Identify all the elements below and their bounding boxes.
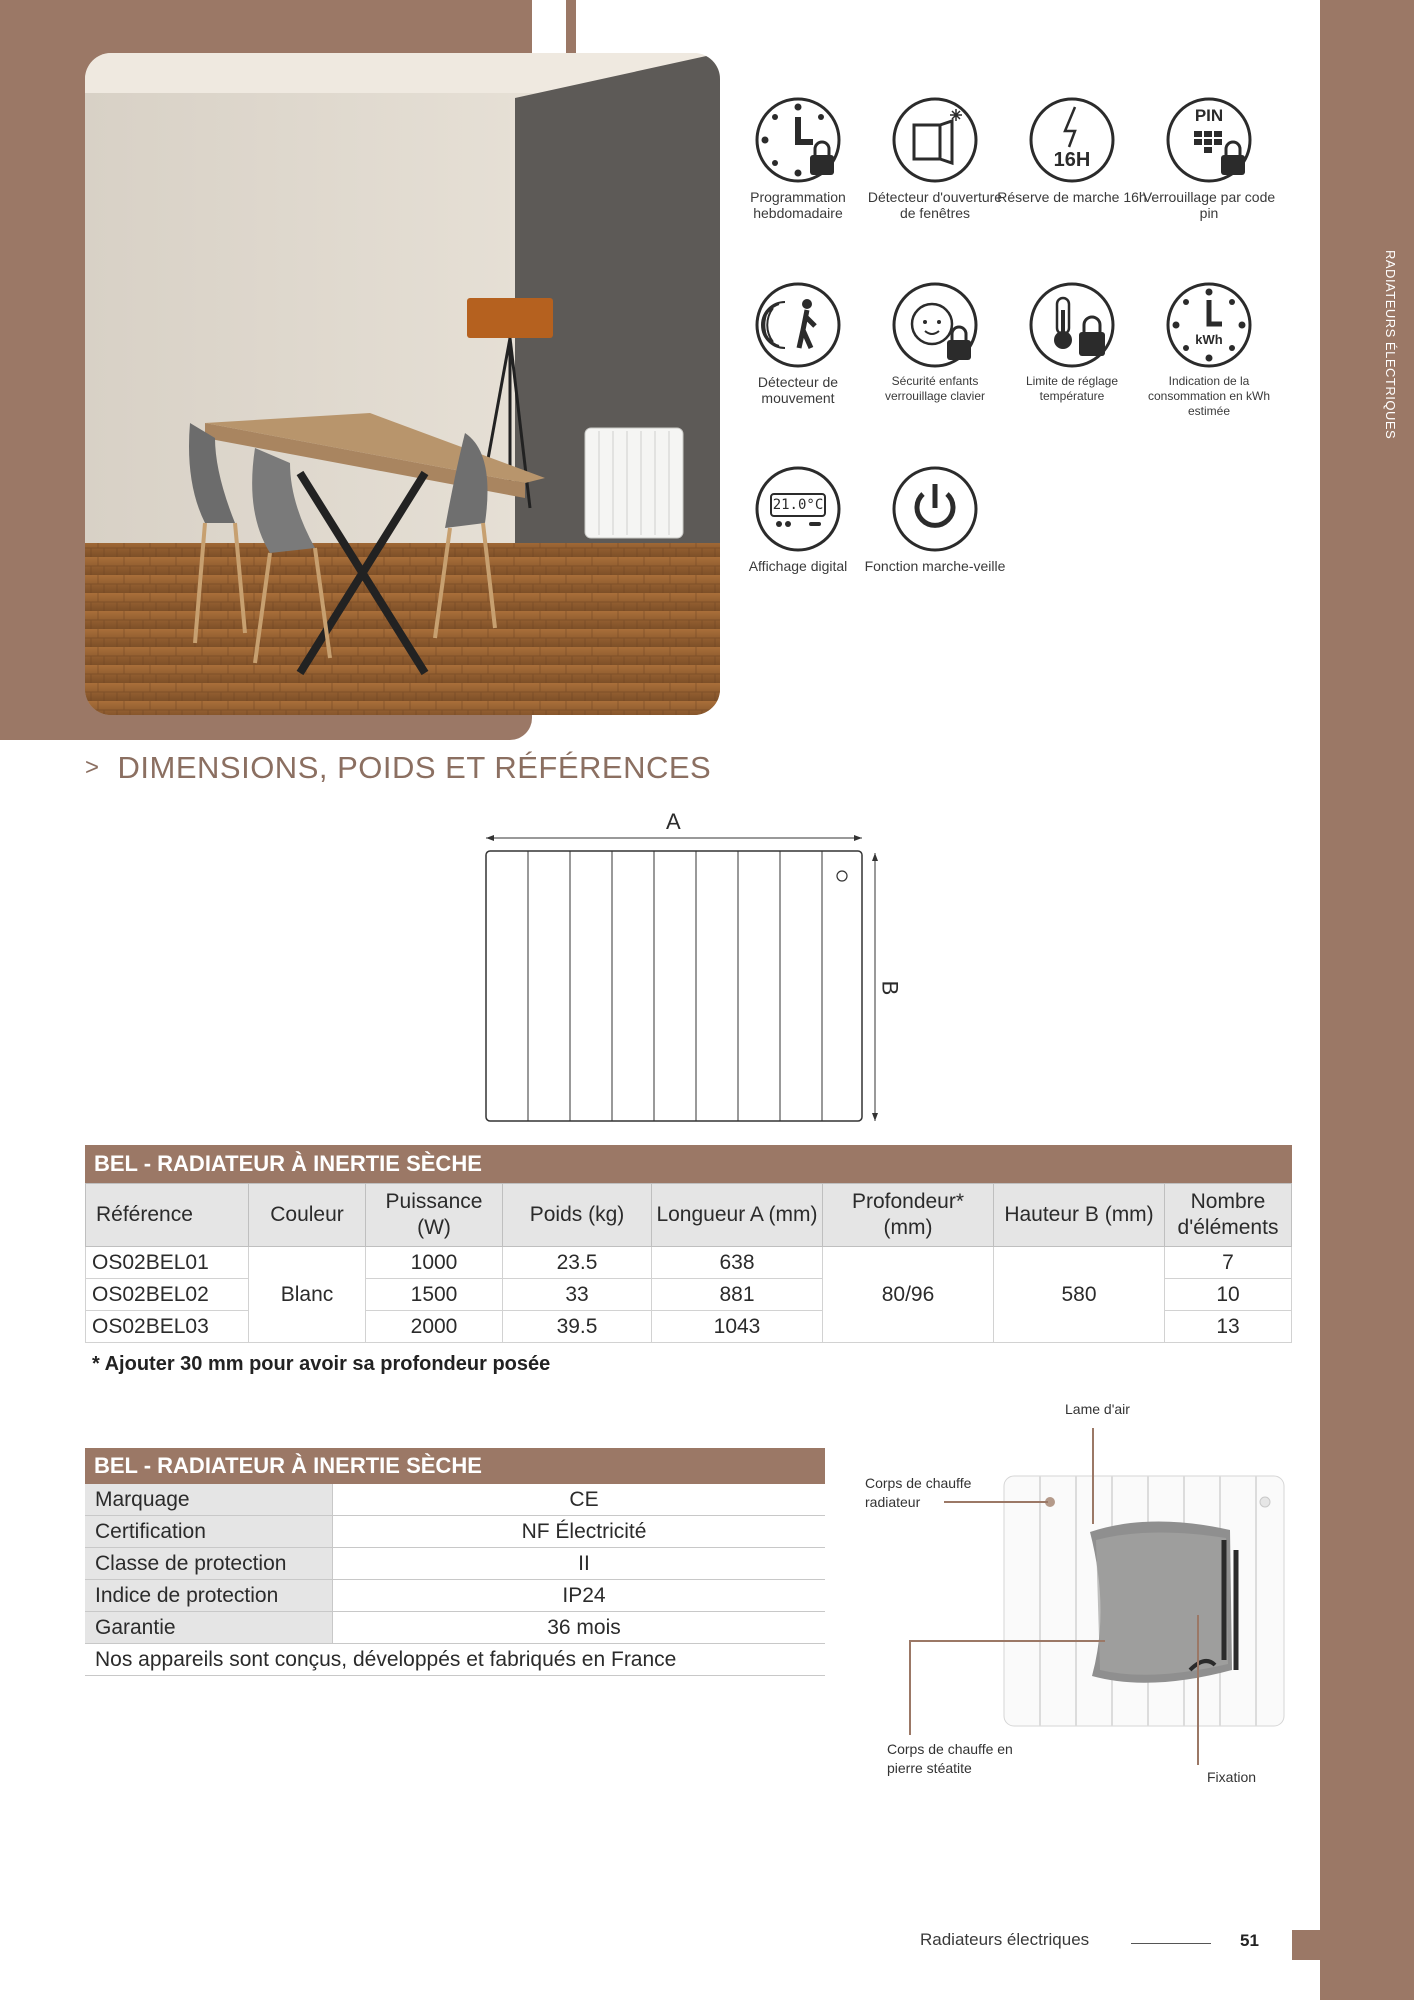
leader-line: [1092, 1428, 1094, 1524]
cell-weight: 23.5: [503, 1247, 652, 1279]
table-row: [85, 1580, 825, 1612]
table-row: [85, 1516, 825, 1548]
cell-elements: 13: [1165, 1311, 1292, 1343]
cell-color: Blanc: [249, 1247, 366, 1343]
col-depth: Profondeur* (mm): [823, 1184, 994, 1247]
cell-power: 1000: [366, 1247, 503, 1279]
child-lock-icon: [892, 282, 978, 368]
leader-line: [1197, 1615, 1199, 1765]
feature-caption: Programmation hebdomadaire: [750, 189, 846, 221]
section-title: [85, 750, 711, 786]
feature-caption: Sécurité enfants verrouillage clavier: [884, 374, 986, 403]
dimension-label-b: B: [877, 980, 903, 996]
feature-motion-detector: [723, 282, 873, 406]
spec-label: Indice de protection: [85, 1580, 333, 1612]
top-stripe-gap: [532, 0, 566, 54]
pin-lock-icon: [1166, 97, 1252, 183]
table-row: [85, 1612, 825, 1644]
feature-digital-display: [723, 466, 873, 574]
cell-elements: 7: [1165, 1247, 1292, 1279]
leader-line: [909, 1640, 1105, 1642]
cell-reference: OS02BEL01: [86, 1247, 249, 1279]
cell-height: 580: [994, 1247, 1165, 1343]
cell-power: 2000: [366, 1311, 503, 1343]
chevron-right-icon: >: [85, 754, 100, 781]
temperature-limit-icon: [1029, 282, 1115, 368]
table2-title: BEL - RADIATEUR À INERTIE SÈCHE: [85, 1448, 825, 1484]
digital-display-label: 21.0°C: [772, 497, 824, 513]
col-height: Hauteur B (mm): [994, 1184, 1165, 1247]
cell-length: 638: [652, 1247, 823, 1279]
window-detector-icon: [892, 97, 978, 183]
spec-value: 36 mois: [333, 1612, 826, 1644]
room-photo: [85, 53, 720, 715]
feature-caption: Fonction marche-veille: [864, 558, 1006, 574]
power-standby-icon: [892, 466, 978, 552]
table-header-row: [86, 1184, 1292, 1247]
spec-value: CE: [333, 1484, 826, 1516]
spec-label: Certification: [85, 1516, 333, 1548]
radiator-cutaway: [1000, 1470, 1290, 1730]
footer-section-label: Radiateurs électriques: [920, 1930, 1090, 1949]
spec-label: Classe de protection: [85, 1548, 333, 1580]
footer-tab: [1292, 1930, 1320, 1960]
table-row: [86, 1247, 1292, 1279]
cell-elements: 10: [1165, 1279, 1292, 1311]
feature-caption: Verrouillage par code pin: [1142, 189, 1276, 221]
table-row: [85, 1548, 825, 1580]
feature-reserve-16h: [997, 97, 1147, 205]
depth-note: * Ajouter 30 mm pour avoir sa profondeur posée: [92, 1353, 551, 1375]
cell-depth: 80/96: [823, 1247, 994, 1343]
feature-kwh-consumption: [1134, 282, 1284, 419]
page-number: 51: [1240, 1931, 1259, 1950]
feature-caption: Indication de la consommation en kWh estimée: [1147, 374, 1271, 418]
reference-table: [85, 1183, 1292, 1343]
col-elements: Nombre d'éléments: [1165, 1184, 1292, 1247]
feature-window-detector: [860, 97, 1010, 221]
cell-weight: 39.5: [503, 1311, 652, 1343]
feature-weekly-schedule: [723, 97, 873, 221]
feature-temperature-limit: [997, 282, 1147, 404]
top-stripe: [566, 0, 576, 54]
annotation-corps-radiateur: Corps de chauffe radiateur: [865, 1475, 972, 1510]
cell-power: 1500: [366, 1279, 503, 1311]
col-weight: Poids (kg): [503, 1184, 652, 1247]
made-in-france-text: Nos appareils sont conçus, développés et fabriqués en France: [85, 1644, 825, 1676]
feature-caption: Détecteur d'ouverture de fenêtres: [867, 189, 1003, 221]
feature-child-lock: [860, 282, 1010, 404]
col-color: Couleur: [249, 1184, 366, 1247]
feature-power-standby: [860, 466, 1010, 574]
pin-label: PIN: [1194, 106, 1224, 125]
motion-detector-icon: [755, 282, 841, 368]
spec-label: Garantie: [85, 1612, 333, 1644]
cell-length: 881: [652, 1279, 823, 1311]
footer-rule: [1131, 1943, 1211, 1944]
kwh-consumption-icon: [1166, 282, 1252, 368]
specs-table: [85, 1484, 825, 1676]
dimension-label-a: A: [666, 809, 681, 834]
table-row: [85, 1644, 825, 1676]
feature-pin-lock: [1134, 97, 1284, 221]
col-reference: Référence: [86, 1184, 249, 1247]
feature-caption: Limite de réglage température: [1025, 374, 1119, 403]
annotation-lame-air: Lame d'air: [1065, 1401, 1130, 1417]
dimension-diagram: [470, 805, 910, 1130]
table-row: [85, 1484, 825, 1516]
spec-value: II: [333, 1548, 826, 1580]
digital-display-icon: [755, 466, 841, 552]
annotation-corps-pierre: Corps de chauffe en pierre stéatite: [887, 1741, 1013, 1776]
reserve-16h-label: 16H: [1053, 149, 1091, 171]
spec-value: NF Électricité: [333, 1516, 826, 1548]
cell-reference: OS02BEL02: [86, 1279, 249, 1311]
cell-reference: OS02BEL03: [86, 1311, 249, 1343]
table1-title: BEL - RADIATEUR À INERTIE SÈCHE: [85, 1145, 1292, 1183]
cell-weight: 33: [503, 1279, 652, 1311]
weekly-schedule-icon: [755, 97, 841, 183]
section-title-text: DIMENSIONS, POIDS ET RÉFÉRENCES: [117, 750, 712, 785]
cell-length: 1043: [652, 1311, 823, 1343]
leader-line: [909, 1640, 911, 1735]
col-power: Puissance (W): [366, 1184, 503, 1247]
reserve-16h-icon: [1029, 97, 1115, 183]
spec-value: IP24: [333, 1580, 826, 1612]
col-length: Longueur A (mm): [652, 1184, 823, 1247]
sidebar-label: RADIATEURS ÉLECTRIQUES: [1383, 250, 1398, 440]
annotation-fixation: Fixation: [1207, 1769, 1257, 1785]
spec-label: Marquage: [85, 1484, 333, 1516]
feature-caption: Détecteur de mouvement: [757, 374, 839, 406]
feature-caption: Affichage digital: [748, 558, 848, 574]
feature-caption: Réserve de marche 16h: [997, 189, 1147, 205]
kwh-label: kWh: [1195, 332, 1223, 347]
